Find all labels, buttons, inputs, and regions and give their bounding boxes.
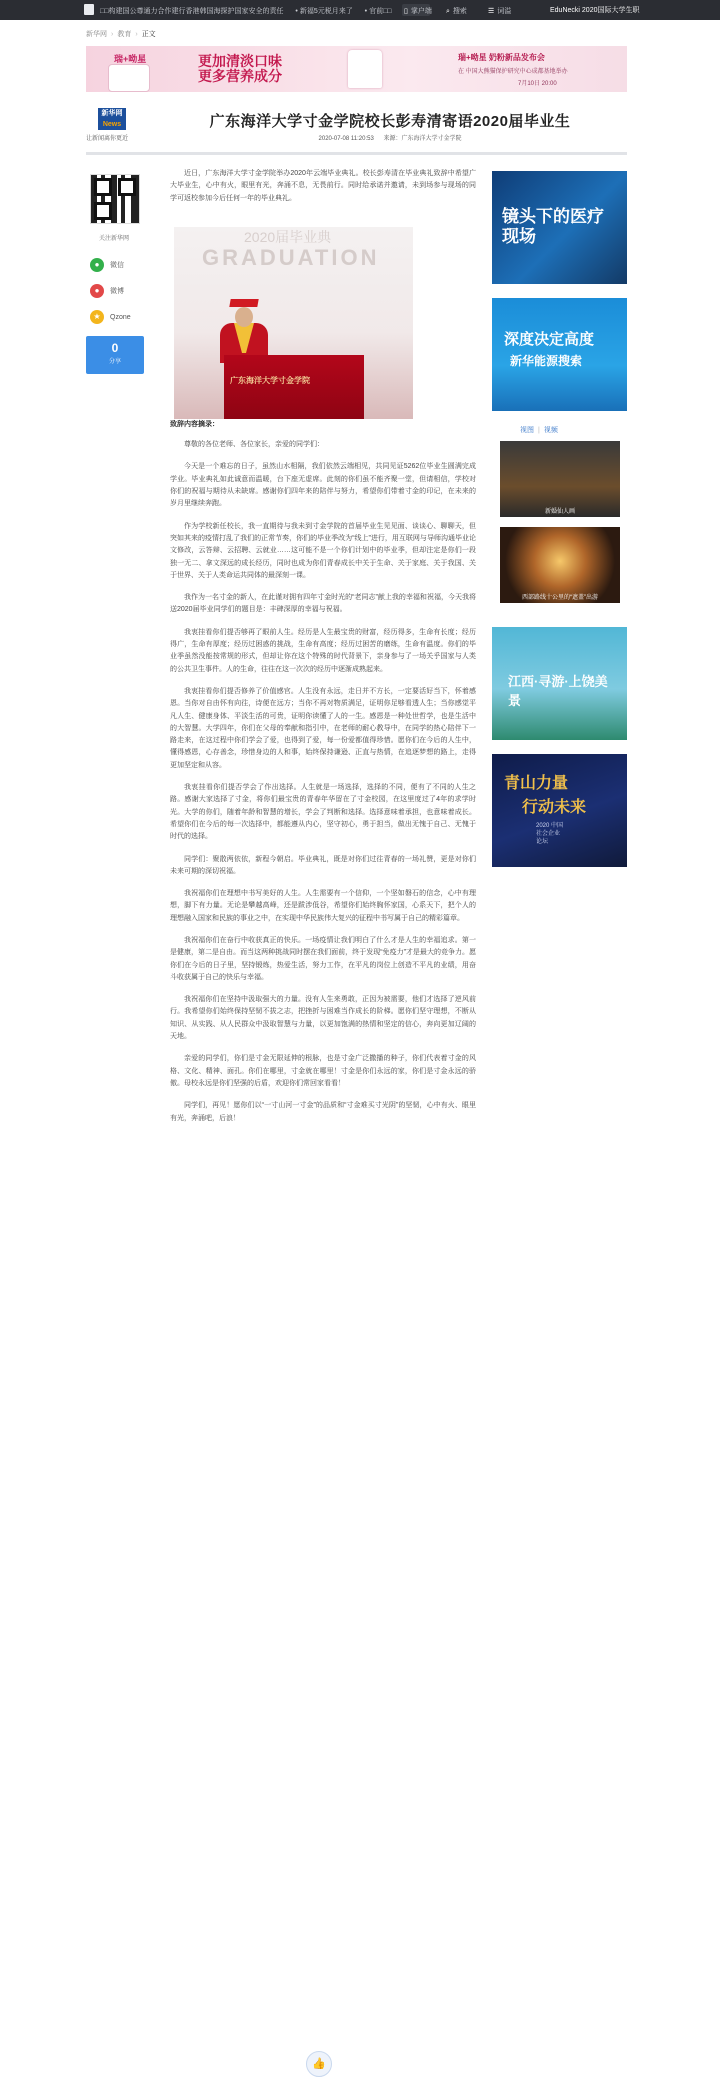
banner-brand: 瑞+呦星 bbox=[114, 54, 147, 64]
article-source: 来源：广东海洋大学寸金学院 bbox=[383, 136, 462, 142]
article-paragraph: 我祝福你们在理想中书写美好的人生。人生需要有一个信仰，一个坚如磐石的信念，心中有理想，脚下有力量。无论是攀越高峰，还是跋涉低谷，希望你们始终胸怀家国，心系天下，把个人的理想融入国家和民族的事业之中，在实现中华民族伟大复兴的征程中书写属于自己的精彩篇章。 bbox=[170, 890, 476, 922]
article-photo bbox=[174, 227, 413, 419]
article-paragraph: 同学们，再见！愿你们以“一寸山河一寸金”的品质和“寸金难买寸光阴”的坚韧，心中有火、眼里有光，奔涌吧，后浪！ bbox=[170, 1102, 476, 1122]
tab-video[interactable]: 视图 bbox=[520, 427, 534, 434]
greeting-heading: 致辞内容摘录： bbox=[170, 420, 219, 428]
backdrop-year: 2020届毕业典 bbox=[244, 229, 332, 245]
article-paragraph: 我作为一名寸金的新人，在此谨对拥有四年寸金时光的“老同志”献上我的幸福和祝福，今天我将送2020届毕业同学们的题目是：丰碑深厚的幸福与祝福。 bbox=[170, 594, 476, 614]
share-weibo[interactable]: ● 微博 bbox=[90, 284, 124, 298]
article-date: 2020-07-08 11:20:53 bbox=[318, 136, 374, 142]
logo-mark: 新华网 News bbox=[98, 108, 126, 130]
qzone-icon: ★ bbox=[90, 310, 104, 324]
breadcrumb-current: 正文 bbox=[141, 31, 156, 38]
backdrop-text: GRADUATION bbox=[202, 245, 380, 270]
article-paragraph: 我衷挂看你们提否学会了作出选择。人生就是一场选择，选择的不同，便有了不同的人生之路。感谢大家选择了寸金，将你们最宝贵的青春年华留在了寸金校园，在这里度过了4年的求学时光。大学的你们，随着年龄和智慧的增长，学会了判断和选择。选择意味着承担，也意味着成长。希望你们在今后的每一次选择中，都能遵从内心，坚守初心，勇于担当，做出无愧于自己、无愧于时代的选择。 bbox=[170, 784, 476, 841]
follow-label: 关注新华网 bbox=[98, 236, 129, 242]
sidebar-ad-energy[interactable] bbox=[492, 298, 627, 411]
ticker-item[interactable]: □□构建国公尊通力合作建行香港韩国海探护国家安全的责任 bbox=[100, 8, 284, 15]
search-button[interactable]: ⌕ 搜索 bbox=[446, 8, 467, 15]
ad-energy-line2: 新华能源搜索 bbox=[510, 354, 583, 368]
ad-forum-sub: 2020 中国 社会企业 论坛 bbox=[536, 823, 564, 845]
ad-forum-line1: 青山力量 bbox=[504, 775, 569, 792]
ad-travel-text: 江西·寻游·上饶美景 bbox=[508, 674, 608, 708]
banner-event-title: 瑞+呦星 奶粉新品发布会 bbox=[458, 53, 545, 62]
article-paragraph: 作为学校新任校长，我一直期待与我未到寸金学院的首届毕业生见见面、谈谈心、聊聊天，但突如其来的疫情打乱了我们的正常节奏，你们的毕业季改为“线上”进行，用互联网与导师沟通毕业论文修改，云答辩、云招聘、云就业……这可能不是一个你们计划中的毕业季，但却注定是你们一段独一无二、拿文深远的成长经历，同时也成为你们青春成长中关于生命、关于家庭、关于我国、关于世界、关于人类命运共同体的最深刻一课。 bbox=[170, 522, 476, 579]
banner-slogan: 更加清淡口味 更多营养成分 bbox=[198, 53, 282, 84]
like-count: 0 bbox=[111, 341, 119, 355]
top-bar bbox=[0, 0, 720, 20]
weibo-icon: ● bbox=[90, 284, 104, 298]
pc-link[interactable]: ▯ 掌户端 bbox=[404, 8, 432, 15]
logo-caption: 让新闻离你更近 bbox=[86, 136, 129, 142]
media-tabs: 视图 | 视频 bbox=[520, 427, 558, 434]
lectern: 广东海洋大学寸金学院 bbox=[224, 355, 364, 419]
speaker-head bbox=[235, 307, 253, 327]
breadcrumb-section[interactable]: 教育 bbox=[117, 31, 132, 38]
qr-code bbox=[90, 174, 140, 224]
article-paragraph: 我衷挂看你们提否够再了眼前人生。经历是人生最宝贵的财富，经历得多，生命有长度；经历得广，生命有厚度；经历过困惑的挑战，生命有高度；经历过困苦的磨练，生命有温度。你们的毕业季虽然没能按常规的形式，但却让你在这个特殊的时代背景下，亲身参与了一场关乎国家与人类的公共卫生事件。人的生命，往往在这一次次的经历中逐渐成熟起来。 bbox=[170, 628, 476, 673]
sidebar-ad-travel[interactable] bbox=[492, 627, 627, 740]
article-paragraph: 我衷挂看你们提否修养了价值感官。人生没有永远，走日并不方长，一定要活好当下，怀着感恩。当你对自由怀有向往，诗便在远方；当你不再对物质满足，证明你足够看透人生；当你感觉平凡人生、健康身体、平淡生活的可贵，证明你读懂了人的一生。感恩是一种处世哲学，也是生活中的大智慧。大学四年，你们在父母的奉献和指引中，在老师的耐心教导中，在同学的热心陪伴下一路走来，在这过程中你们学会了爱，也得到了爱，每一份爱都值得珍惜。愿你们在今后的人生中，懂得感恩，心存善念，珍惜身边的人和事，始终保持谦逊、正直与热情，在追逐梦想的路上，走得更加坚定和从容。 bbox=[170, 687, 476, 769]
thumb-item[interactable] bbox=[500, 441, 620, 517]
banner-event-sub: 在 中国大熊猫保护研究中心成都基地举办 bbox=[458, 69, 568, 75]
sidebar-ad-forum[interactable] bbox=[492, 754, 627, 867]
article-paragraph: 尊敬的各位老师、各位家长，亲爱的同学们： bbox=[184, 441, 324, 449]
thumb-item[interactable] bbox=[500, 527, 620, 603]
topbar-promo-link[interactable]: EduNecki 2020国际大学生职 bbox=[550, 7, 640, 14]
like-label: 分享 bbox=[108, 359, 121, 365]
like-button[interactable] bbox=[86, 336, 144, 374]
wechat-icon: ● bbox=[90, 258, 104, 272]
ad-forum-line2: 行动未来 bbox=[522, 799, 587, 816]
article-paragraph: 亲爱的同学们，你们是寸金无限延伸的根脉，也是寸金广泛撒播的种子，你们代表着寸金的风格、文化、精神、面孔。你们在哪里，寸金就在哪里！寸金是你们永远的家，你们是寸金永远的骄傲。母校永远是你们坚强的后盾，欢迎你们常回家看看！ bbox=[170, 1055, 476, 1087]
product-can-image bbox=[108, 64, 150, 92]
ticker-item[interactable]: • 官前□□ bbox=[364, 8, 392, 15]
article-title: 广东海洋大学寸金学院校长彭寿清寄语2020届毕业生 bbox=[209, 113, 571, 130]
banner-event-date: 7月10日 20:00 bbox=[518, 81, 557, 87]
search-icon: ⌕ bbox=[446, 8, 450, 15]
speaker-cap bbox=[229, 299, 258, 307]
breadcrumb: 新华网 › 教育 › 正文 bbox=[86, 31, 156, 38]
breadcrumb-home[interactable]: 新华网 bbox=[86, 31, 107, 38]
thumb-caption: 西部路线十公里的“遮盖”出游 bbox=[522, 595, 598, 601]
share-wechat[interactable]: ● 微信 bbox=[90, 258, 124, 272]
thumbs-up-icon[interactable]: 👍 bbox=[306, 2051, 332, 2077]
header-divider bbox=[86, 152, 627, 155]
article-paragraph: 今天是一个难忘的日子，虽然山水相隔，我们依然云端相见，共同见证5262位毕业生圆满完成学业。毕业典礼如此诚意而温暖，台下座无虚席。此刻的你们虽不能齐聚一堂，但请相信，学校对你们的祝福与期待从未缺席。感谢你们四年来的陪伴与努力，希望你们带着寸金的印记，在未来的岁月里继续奔跑。 bbox=[170, 463, 476, 508]
tab-photo[interactable]: 视频 bbox=[543, 427, 558, 434]
article-paragraph: 近日，广东海洋大学寸金学院举办2020年云端毕业典礼。校长彭寿清在毕业典礼致辞中希望广大毕业生，心中有火，眼里有光，奔涌不息，无畏前行。同时给承诺并邀请，未到场参与现场的同学可返校参加今后任何一年的毕业典礼。 bbox=[170, 170, 476, 202]
phone-icon: ▯ bbox=[404, 8, 408, 15]
article-paragraph: 同学们：聚散两依依，新程今朝启。毕业典礼，既是对你们过往青春的一场礼赞，更是对你们未来可期的深切祝福。 bbox=[170, 855, 476, 875]
ticker-item[interactable]: • 新福5元税月来了 bbox=[295, 8, 353, 15]
article-paragraph: 我祝福你们在奋行中收获真正的快乐。一场疫情让我们明白了什么才是人生的幸福追求。第一是健康，第二是自由。而当这两种挑战同时摆在我们面前，终于发现“免疫力”才是最大的竞争力。愿你们在今后的日子里，坚持锻炼，热爱生活，努力工作，在平凡的岗位上创造不平凡的业绩，用奋斗收获属于自己的快乐与幸福。 bbox=[170, 936, 476, 981]
site-logo-icon[interactable] bbox=[84, 4, 94, 15]
xinhua-logo[interactable] bbox=[86, 108, 150, 140]
news-ticker[interactable] bbox=[100, 6, 402, 16]
sidebar-ad-medical[interactable] bbox=[492, 171, 627, 284]
menu-button[interactable]: ☰ 词溢 bbox=[488, 8, 512, 15]
article-paragraph: 我祝福你们在坚持中汲取强大的力量。没有人生来勇敢，正因为被需要，他们才选择了逆风前行。我希望你们始终保持坚韧不拔之志，把挫折与困难当作成长的阶梯。愿你们坚守理想，不断从知识、从实践、从人民群众中汲取智慧与力量，以更加饱满的热情和坚定的信心，奔向更加辽阔的天地。 bbox=[170, 996, 476, 1041]
menu-icon: ☰ bbox=[488, 8, 495, 15]
ad-energy-line1: 深度决定高度 bbox=[504, 331, 595, 348]
product-box-image bbox=[348, 50, 382, 88]
thumb-caption: 新婚仙人画 bbox=[544, 509, 575, 515]
ad-medical-text: 镜头下的医疗现场 bbox=[502, 207, 604, 246]
article-meta bbox=[170, 133, 610, 142]
banner-ad[interactable] bbox=[86, 46, 627, 92]
share-qzone[interactable]: ★ Qzone bbox=[90, 310, 131, 324]
